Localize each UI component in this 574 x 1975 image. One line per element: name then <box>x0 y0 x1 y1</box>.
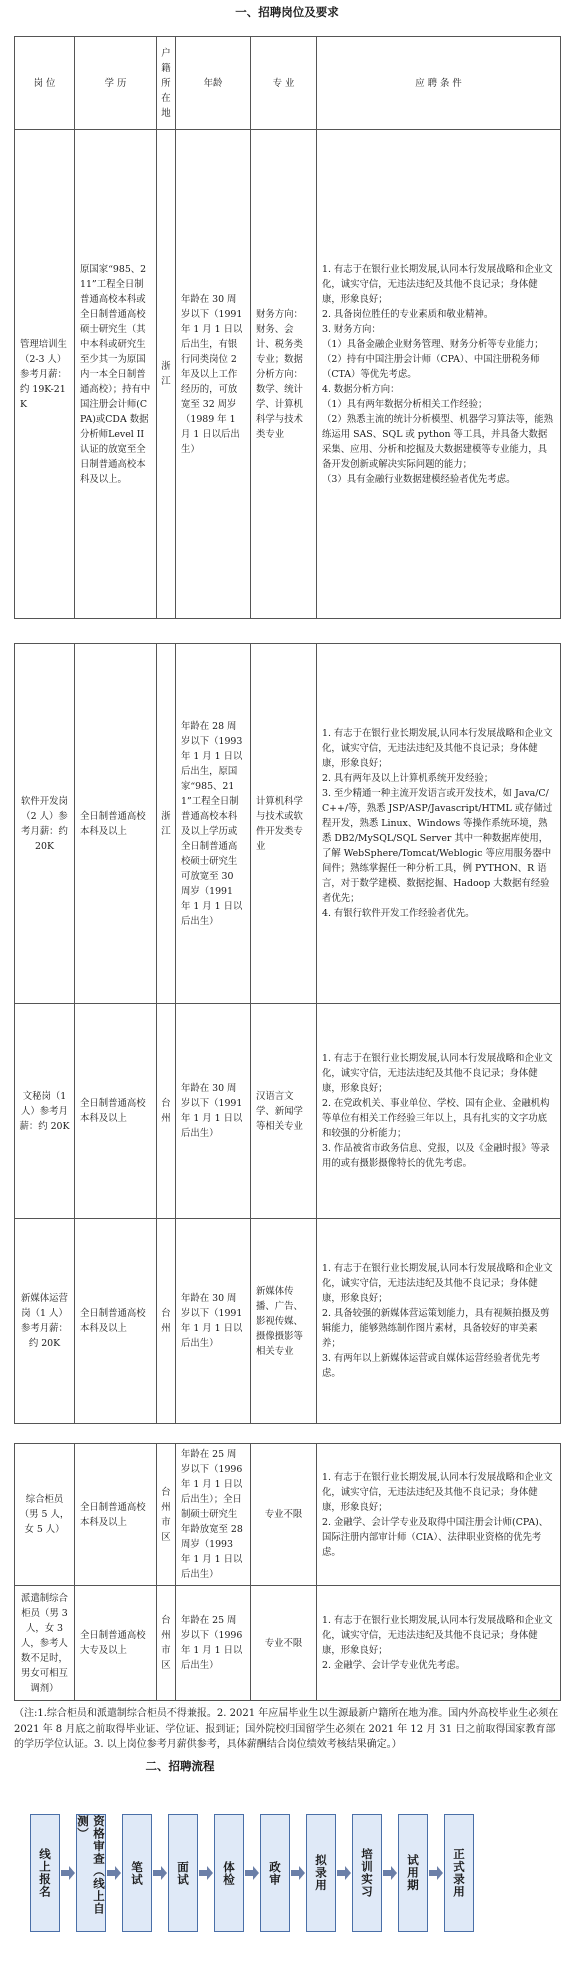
requirement-line: （1）具备金融企业财务管理、财务分析等专业能力； <box>322 338 544 350</box>
cell-major: 汉语言文学、新闻学等相关专业 <box>251 1004 317 1219</box>
cell-hukou: 浙江 <box>157 644 176 1004</box>
flow-step <box>214 1814 244 1932</box>
requirement-line: 2. 具备较强的新媒体营运策划能力，具有视频拍摄及剪辑能力，能够熟练制作图片素材，具备较好的审美素养； <box>322 1308 550 1349</box>
cell-position: 派遣制综合柜员（男 3 人，女 3 人，参考人数不足时，男女可相互调剂） <box>15 1586 75 1701</box>
flow-step <box>76 1814 106 1932</box>
section-title-process: 二、招聘流程 <box>145 1759 215 1773</box>
header-requirements: 应 聘 条 件 <box>317 37 561 130</box>
requirement-line: 2. 金融学、会计学专业优先考虑。 <box>322 1660 466 1671</box>
table-row <box>15 644 561 1004</box>
flow-arrow-icon <box>428 1864 444 1882</box>
flow-step-label: 体检 <box>222 1860 236 1886</box>
cell-education: 全日制普通高校本科及以上 <box>75 1004 157 1219</box>
flow-step <box>444 1814 474 1932</box>
flow-step-label: 培训实习 <box>360 1848 374 1898</box>
cell-requirements <box>317 644 561 1004</box>
cell-position: 管理培训生（2-3 人）参考月薪：约 19K-21K <box>15 130 75 619</box>
header-major: 专 业 <box>251 37 317 130</box>
cell-education: 全日制普通高校本科及以上 <box>75 1444 157 1586</box>
cell-age: 年龄在 30 周岁以下（1991 年 1 月 1 日以后出生） <box>176 1004 251 1219</box>
flow-arrow-icon <box>198 1864 214 1882</box>
positions-table-part3 <box>14 1443 561 1701</box>
cell-age: 年龄在 30 周岁以下（1991 年 1 月 1 日以后出生） <box>176 1219 251 1424</box>
cell-position: 综合柜员（男 5 人，女 5 人） <box>15 1444 75 1586</box>
cell-requirements <box>317 130 561 619</box>
flow-arrow-icon <box>290 1864 306 1882</box>
header-position: 岗 位 <box>15 37 75 130</box>
cell-major: 专业不限 <box>251 1586 317 1701</box>
requirement-line: 2. 在党政机关、事业单位、学校、国有企业、金融机构等单位有相关工作经验三年以上，具有扎实的文字功底和较强的分析能力； <box>322 1098 550 1139</box>
cell-major: 计算机科学与技术或软件开发类专业 <box>251 644 317 1004</box>
flow-step-label: 试用期 <box>406 1854 420 1892</box>
table-row <box>15 130 561 619</box>
cell-education: 原国家“985、211”工程全日制普通高校本科或全日制普通高校硕士研究生（其中本科或研究生至少其一为原国内一本全日制普通高校）；持有中国注册会计师(CPA)或CDA 数据分析师Level II 认证的放宽至全日制普通高校本科及以上。 <box>75 130 157 619</box>
flow-step <box>122 1814 152 1932</box>
flow-step-label: 正式录用 <box>452 1848 466 1898</box>
requirement-line: 1. 有志于在银行业长期发展,认同本行发展战略和企业文化，诚实守信，无违法违纪及其他不良记录；身体健康，形象良好； <box>322 1263 553 1304</box>
table-row <box>15 1004 561 1219</box>
flow-step <box>352 1814 382 1932</box>
requirement-line: 1. 有志于在银行业长期发展,认同本行发展战略和企业文化，诚实守信，无违法违纪及其他不良记录；身体健康，形象良好； <box>322 728 553 769</box>
positions-table-part1 <box>14 36 561 619</box>
requirement-line: 1. 有志于在银行业长期发展,认同本行发展战略和企业文化，诚实守信，无违法违纪及其他不良记录；身体健康，形象良好； <box>322 1471 553 1513</box>
requirement-line: 3. 财务方向： <box>322 323 381 335</box>
requirement-line: 2. 具备岗位胜任的专业素质和敬业精神。 <box>322 308 494 320</box>
flow-arrow-icon <box>382 1864 398 1882</box>
cell-major: 财务方向：财务、会计、税务类专业；数据分析方向：数学、统计学、计算机科学与技术类专业 <box>251 130 317 619</box>
cell-hukou: 台州 <box>157 1219 176 1424</box>
flow-step-label: 拟录用 <box>314 1854 328 1892</box>
requirement-line: （1）具有两年数据分析相关工作经验； <box>322 398 488 410</box>
cell-age: 年龄在 25 周岁以下（1996 年 1 月 1 日以后出生） <box>176 1586 251 1701</box>
recruitment-flowchart <box>30 1814 560 1964</box>
cell-education: 全日制普通高校本科及以上 <box>75 1219 157 1424</box>
flow-step-label: 资格审查（线上自测） <box>76 1815 106 1915</box>
cell-position: 软件开发岗（2 人）参考月薪：约 20K <box>15 644 75 1004</box>
cell-hukou: 台州市区 <box>157 1586 176 1701</box>
requirement-line: 1. 有志于在银行业长期发展,认同本行发展战略和企业文化，诚实守信，无违法违纪及其他不良记录；身体健康，形象良好； <box>322 1615 553 1656</box>
requirement-line: （2）持有中国注册会计师（CPA）、中国注册税务师（CTA）等优先考虑。 <box>322 353 540 380</box>
requirement-line: 1. 有志于在银行业长期发展,认同本行发展战略和企业文化，诚实守信，无违法违纪及其他不良记录；身体健康，形象良好； <box>322 1053 553 1094</box>
flow-step-label: 笔试 <box>130 1860 144 1886</box>
flow-arrow-icon <box>244 1864 260 1882</box>
flow-arrow-icon <box>60 1864 76 1882</box>
cell-requirements <box>317 1219 561 1424</box>
cell-age: 年龄在 28 周岁以下（1993 年 1 月 1 日以后出生，原国家“985、211”工程全日制普通高校本科及以上学历或全日制普通高校硕士研究生可放宽至 30 周岁（1991 年 1 月 1 日以后出生） <box>176 644 251 1004</box>
cell-requirements <box>317 1444 561 1586</box>
table-header-row <box>15 37 561 130</box>
header-age: 年龄 <box>176 37 251 130</box>
flow-step-label: 面试 <box>176 1860 190 1886</box>
requirement-line: 2. 金融学、会计学专业及取得中国注册会计师(CPA)、国际注册内部审计师（CIA）、法律职业资格的优先考虑。 <box>322 1516 549 1558</box>
requirement-line: 3. 作品被省市政务信息、党报，以及《金融时报》等录用的或有摄影摄像特长的优先考虑。 <box>322 1143 550 1169</box>
cell-age: 年龄在 25 周岁以下（1996 年 1 月 1 日以后出生）；全日制硕士研究生年龄放宽至 28 周岁（1993 年 1 月 1 日以后出生） <box>176 1444 251 1586</box>
cell-requirements <box>317 1586 561 1701</box>
table-row <box>15 1586 561 1701</box>
cell-age: 年龄在 30 周岁以下（1991 年 1 月 1 日以后出生，有银行同类岗位 2 年及以上工作经历的，可放宽至 32 周岁（1989 年 1 月 1 日以后出生） <box>176 130 251 619</box>
cell-position: 新媒体运营岗（1 人）参考月薪：约 20K <box>15 1219 75 1424</box>
flow-step-label: 政审 <box>268 1860 282 1886</box>
cell-requirements <box>317 1004 561 1219</box>
table-row <box>15 1219 561 1424</box>
flow-step-label: 线上报名 <box>38 1848 52 1898</box>
requirement-line: 3. 有两年以上新媒体运营或自媒体运营经验者优先考虑。 <box>322 1353 541 1379</box>
header-education: 学 历 <box>75 37 157 130</box>
flow-step <box>30 1814 60 1932</box>
cell-hukou: 台州 <box>157 1004 176 1219</box>
requirement-line: （3）具有金融行业数据建模经验者优先考虑。 <box>322 473 516 485</box>
requirement-line: 2. 具有两年及以上计算机系统开发经验； <box>322 773 494 784</box>
cell-hukou: 浙江 <box>157 130 176 619</box>
requirement-line: （2）熟悉主流的统计分析模型、机器学习算法等，能熟练运用 SAS、SQL 或 python 等工具，并具备大数据采集、应用、分析和挖掘及大数据建模等专业能力，具备开发创新或解决实际问题的能力； <box>322 413 553 470</box>
flow-arrow-icon <box>152 1864 168 1882</box>
cell-position: 文秘岗（1 人）参考月薪：约 20K <box>15 1004 75 1219</box>
table-row <box>15 1444 561 1586</box>
flow-step <box>260 1814 290 1932</box>
cell-major: 新媒体传播、广告、影视传媒、摄像摄影等相关专业 <box>251 1219 317 1424</box>
cell-major: 专业不限 <box>251 1444 317 1586</box>
cell-education: 全日制普通高校大专及以上 <box>75 1586 157 1701</box>
flow-arrow-icon <box>336 1864 352 1882</box>
cell-education: 全日制普通高校本科及以上 <box>75 644 157 1004</box>
header-hukou: 户籍所在地 <box>157 37 176 130</box>
cell-hukou: 台州市区 <box>157 1444 176 1586</box>
requirement-line: 4. 有银行软件开发工作经验者优先。 <box>322 908 475 919</box>
flow-step <box>398 1814 428 1932</box>
flow-step <box>168 1814 198 1932</box>
footnote: （注:1.综合柜员和派遣制综合柜员不得兼报。2. 2021 年应届毕业生以生源最新户籍所在地为准。国内外高校毕业生必须在 2021 年 8 月底之前取得毕业证、学位证、报到证；国外院校归国留学生必须在 2021 年 12 月 31 日之前取得国家教育部的学历学位认证。3. 以上岗位参考月薪供参考，具体薪酬结合岗位绩效考核结果确定。） <box>14 1708 559 1750</box>
requirement-line: 1. 有志于在银行业长期发展,认同本行发展战略和企业文化，诚实守信，无违法违纪及其他不良记录；身体健康，形象良好； <box>322 263 553 305</box>
positions-table-part2 <box>14 643 561 1424</box>
flow-arrow-icon <box>106 1864 122 1882</box>
requirement-line: 4. 数据分析方向： <box>322 383 400 395</box>
flow-step <box>306 1814 336 1932</box>
requirement-line: 3. 至少精通一种主流开发语言或开发技术，如 Java/C/C++/等，熟悉 JSP/ASP/Javascript/HTML 或存储过程开发，熟悉 Linux、Windows 等操作系统环境，熟悉 DB2/MySQL/SQL Server 其中一种数据库使用，了解 WebSphere/Tomcat/Weblogic 等应用服务器中间件；熟练掌握任一种分析工具，例 PYTHON、R 语言，对于数学建模、数据挖掘、Hadoop 大数据有经验者优先； <box>322 788 553 904</box>
section-title-positions: 一、招聘岗位及要求 <box>235 5 339 19</box>
